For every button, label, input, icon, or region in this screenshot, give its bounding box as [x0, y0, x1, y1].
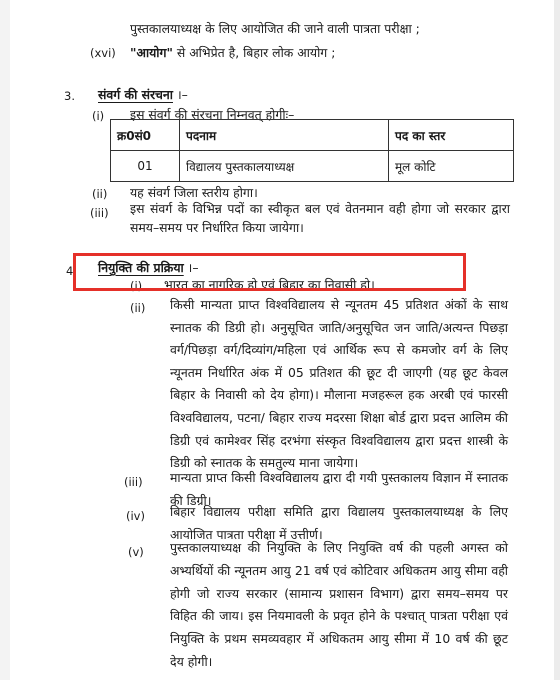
table-cell: 01: [111, 151, 180, 182]
section-3-title: संवर्ग की संरचना: [98, 87, 173, 102]
table-header-cell: पदनाम: [180, 120, 389, 151]
term-definition: से अभिप्रेत है, बिहार लोक आयोग ;: [172, 45, 336, 60]
section-number: 3.: [64, 89, 75, 103]
left-margin-strip: [0, 0, 10, 680]
table-row: [111, 151, 514, 182]
section-4-title: नियुक्ति की प्रक्रिया: [98, 260, 184, 275]
item-text: भारत का नागरिक हो एवं बिहार का निवासी हो।: [164, 277, 375, 292]
item-text: इस संवर्ग के विभिन्न पदों का स्वीकृत बल एवं वेतनमान वही होगा जो सरकार द्वारा समय–समय पर निर्धारित किया जायेगा।: [130, 201, 510, 235]
item-number: (iii): [124, 475, 143, 489]
item-number: (ii): [130, 301, 146, 315]
continued-line: पुस्तकालयाध्यक्ष के लिए आयोजित की जाने वाली पात्रता परीक्षा ;: [130, 21, 420, 36]
table-cell: मूल कोटि: [389, 151, 514, 182]
item-text: बिहार विद्यालय परीक्षा समिति द्वारा विद्यालय पुस्तकालयाध्यक्ष के लिए आयोजित पात्रता परीक्षा में उत्तीर्ण।: [170, 504, 508, 542]
item-number: (ii): [92, 187, 108, 201]
right-margin-strip: [554, 0, 560, 680]
table-header-row: [111, 120, 514, 151]
red-highlight-box: [73, 253, 466, 291]
item-text: यह संवर्ग जिला स्तरीय होगा।: [130, 185, 258, 200]
item-number: (i): [92, 109, 105, 123]
cadre-table: [110, 119, 514, 182]
item-number: (iv): [126, 509, 145, 523]
table-header-cell: क्र0सं0: [111, 120, 180, 151]
item-text: पुस्तकालयाध्यक्ष की नियुक्ति के लिए नियुक्ति वर्ष की पहली अगस्त को अभ्यर्थियों की न्यूनतम आयु 21 वर्ष एवं कोटिवार अधिकतम आयु सीमा वही होगी जो राज्य सरकार (सामान्य प्रशासन विभाग) द्वारा समय–समय पर विहित की जाय। इस नियमावली के प्रवृत होने के पश्चात् पात्रता परीक्षा एवं नियुक्ति के प्रथम समव्यवहार में अधिकतम आयु सीमा में 10 वर्ष की छूट देय होगी।: [170, 540, 508, 669]
item-number: (v): [128, 545, 144, 559]
section-heading: [98, 87, 188, 103]
section-number: 4.: [66, 264, 77, 278]
table-cell: विद्यालय पुस्तकालयाध्यक्ष: [180, 151, 389, 182]
heading-tail: ।–: [183, 260, 199, 275]
table-header-cell: पद का स्तर: [389, 120, 514, 151]
item-text: इस संवर्ग की संरचना निम्नवत् होगीः–: [130, 107, 295, 122]
item-xvi-text: [130, 45, 335, 61]
item-text: किसी मान्यता प्राप्त विश्वविद्यालय से न्यूनतम 45 प्रतिशत अंकों के साथ स्नातक की डिग्री हो। अनुसूचित जाति/अनुसूचित जन जाति/अत्यन्त पिछड़ा वर्ग/पिछड़ा वर्ग/दिव्यांग/महिला एवं आर्थिक रूप से कमजोर वर्ग के लिए न्यूनतम निर्धारित अंक में 05 प्रतिशत की छूट दी जाएगी (यह छूट केवल बिहार के निवासी को देय होगा)। मौलाना मजहरूल हक अरबी एवं फारसी विश्वविद्यालय, पटना/ बिहार राज्य मदरसा शिक्षा बोर्ड द्वारा प्रदत्त आलिम की डिग्री एवं कामेश्वर सिंह दरभंगा संस्कृत विश्वविद्यालय द्वारा प्रदत्त शास्त्री के डिग्री को स्नातक के समतुल्य माना जायेगा।: [170, 297, 508, 471]
item-number: (i): [130, 279, 143, 293]
heading-tail: ।–: [173, 87, 188, 102]
item-number: (xvi): [90, 46, 116, 60]
item-text: मान्यता प्राप्त किसी विश्वविद्यालय द्वारा दी गयी पुस्तकालय विज्ञान में स्नातक की डिग्री।: [170, 470, 508, 508]
term-aayog: "आयोग": [130, 45, 173, 60]
item-number: (iii): [90, 206, 109, 220]
